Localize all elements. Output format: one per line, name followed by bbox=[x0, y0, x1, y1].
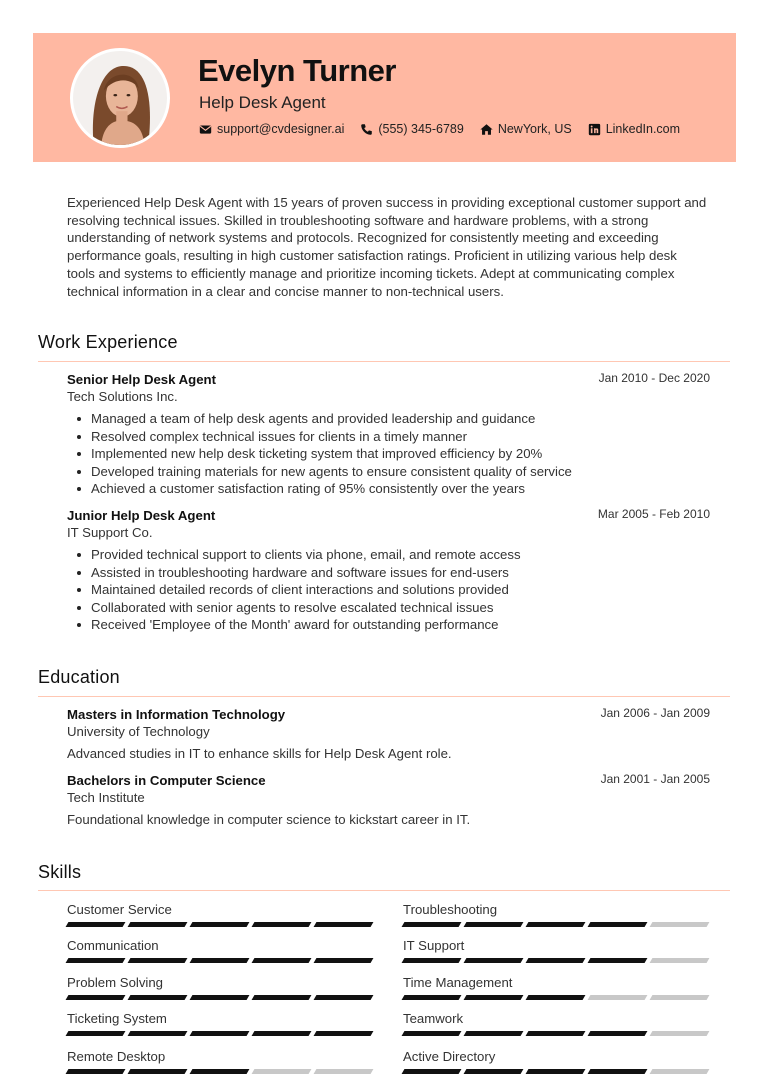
contact-linkedin-text: LinkedIn.com bbox=[605, 122, 681, 136]
skill-segment-empty bbox=[252, 1069, 312, 1074]
skill-segment-filled bbox=[128, 922, 188, 927]
profile-photo-illustration bbox=[73, 51, 167, 145]
skill-segment-filled bbox=[314, 1031, 374, 1036]
skill-item bbox=[67, 938, 373, 963]
skill-segment-filled bbox=[314, 922, 374, 927]
skill-item bbox=[67, 902, 373, 927]
contact-linkedin[interactable] bbox=[588, 122, 680, 136]
job-bullet: Received 'Employee of the Month' award for outstanding performance bbox=[67, 616, 710, 634]
skill-label: Customer Service bbox=[67, 902, 172, 917]
skill-segment-filled bbox=[588, 922, 648, 927]
profile-photo bbox=[70, 48, 170, 148]
skill-segment-filled bbox=[66, 922, 126, 927]
job-bullet: Developed training materials for new agents to ensure consistent quality of service bbox=[67, 463, 710, 481]
skill-segment-filled bbox=[128, 1069, 188, 1074]
phone-icon bbox=[360, 123, 373, 136]
job-bullet: Managed a team of help desk agents and provided leadership and guidance bbox=[67, 410, 710, 428]
work-entry bbox=[67, 372, 710, 498]
work-entry bbox=[67, 508, 710, 634]
job-company: IT Support Co. bbox=[67, 525, 153, 540]
skill-label: Ticketing System bbox=[67, 1011, 167, 1026]
skill-segment-filled bbox=[464, 995, 524, 1000]
job-title: Junior Help Desk Agent bbox=[67, 508, 216, 523]
contact-phone[interactable] bbox=[360, 122, 463, 136]
section-divider-skills bbox=[38, 890, 730, 891]
skill-segment-filled bbox=[464, 958, 524, 963]
degree-title: Bachelors in Computer Science bbox=[67, 773, 266, 788]
skill-segment-filled bbox=[128, 958, 188, 963]
skill-segment-filled bbox=[464, 1031, 524, 1036]
job-bullet: Implemented new help desk ticketing system that improved efficiency by 20% bbox=[67, 445, 710, 463]
skill-segment-filled bbox=[402, 922, 462, 927]
school-name: Tech Institute bbox=[67, 790, 145, 805]
skill-segment-filled bbox=[314, 995, 374, 1000]
skill-segment-filled bbox=[252, 995, 312, 1000]
job-bullet: Provided technical support to clients via phone, email, and remote access bbox=[67, 546, 710, 564]
skill-label: Active Directory bbox=[403, 1049, 496, 1064]
skill-rating-bar bbox=[67, 922, 373, 927]
skill-rating-bar bbox=[67, 995, 373, 1000]
skill-item bbox=[67, 1049, 373, 1074]
education-description: Foundational knowledge in computer science to kickstart career in IT. bbox=[67, 812, 471, 827]
school-name: University of Technology bbox=[67, 724, 210, 739]
education-description: Advanced studies in IT to enhance skills for Help Desk Agent role. bbox=[67, 746, 452, 761]
skill-segment-filled bbox=[402, 1031, 462, 1036]
job-dates: Mar 2005 - Feb 2010 bbox=[597, 507, 710, 521]
skill-item bbox=[403, 1049, 709, 1074]
skill-segment-empty bbox=[650, 922, 710, 927]
skill-segment-filled bbox=[252, 922, 312, 927]
skill-segment-filled bbox=[190, 922, 250, 927]
skill-segment-filled bbox=[402, 958, 462, 963]
job-title: Senior Help Desk Agent bbox=[67, 372, 217, 387]
skill-label: Troubleshooting bbox=[403, 902, 498, 917]
job-bullets bbox=[67, 546, 710, 634]
candidate-name: Evelyn Turner bbox=[198, 53, 396, 88]
skill-segment-filled bbox=[252, 1031, 312, 1036]
skill-rating-bar bbox=[403, 922, 709, 927]
skill-segment-filled bbox=[526, 958, 586, 963]
section-divider-work bbox=[38, 361, 730, 362]
skill-segment-filled bbox=[128, 1031, 188, 1036]
skill-rating-bar bbox=[67, 1069, 373, 1074]
skill-segment-filled bbox=[526, 922, 586, 927]
job-bullet: Maintained detailed records of client interactions and solutions provided bbox=[67, 581, 710, 599]
skill-label: Teamwork bbox=[403, 1011, 464, 1026]
skill-segment-filled bbox=[314, 958, 374, 963]
education-dates: Jan 2001 - Jan 2005 bbox=[600, 772, 710, 786]
skill-label: Problem Solving bbox=[67, 975, 164, 990]
skill-segment-empty bbox=[650, 958, 710, 963]
envelope-icon bbox=[199, 123, 212, 136]
skill-segment-filled bbox=[66, 995, 126, 1000]
skill-segment-empty bbox=[588, 995, 648, 1000]
skill-segment-filled bbox=[402, 1069, 462, 1074]
skill-segment-filled bbox=[252, 958, 312, 963]
job-bullet: Resolved complex technical issues for clients in a timely manner bbox=[67, 428, 710, 446]
education-dates: Jan 2006 - Jan 2009 bbox=[600, 706, 710, 720]
education-entry bbox=[67, 707, 710, 761]
section-title-skills: Skills bbox=[38, 862, 82, 882]
education-entry bbox=[67, 773, 710, 827]
skill-segment-filled bbox=[464, 922, 524, 927]
skill-item bbox=[403, 902, 709, 927]
resume-header bbox=[33, 33, 736, 162]
skill-rating-bar bbox=[403, 995, 709, 1000]
skill-segment-empty bbox=[650, 995, 710, 1000]
contact-location-text: NewYork, US bbox=[497, 122, 572, 136]
skill-item bbox=[67, 1011, 373, 1036]
job-bullet: Achieved a customer satisfaction rating of 95% consistently over the years bbox=[67, 480, 710, 498]
skill-rating-bar bbox=[67, 1031, 373, 1036]
skill-segment-filled bbox=[128, 995, 188, 1000]
job-bullets bbox=[67, 410, 710, 498]
linkedin-icon bbox=[588, 123, 601, 136]
skill-segment-filled bbox=[464, 1069, 524, 1074]
skill-segment-filled bbox=[66, 958, 126, 963]
contact-email[interactable] bbox=[199, 122, 344, 136]
skill-item bbox=[403, 1011, 709, 1036]
job-company: Tech Solutions Inc. bbox=[67, 389, 178, 404]
skill-item bbox=[403, 975, 709, 1000]
degree-title: Masters in Information Technology bbox=[67, 707, 286, 722]
skill-segment-filled bbox=[190, 995, 250, 1000]
section-title-work: Work Experience bbox=[38, 332, 178, 352]
skill-segment-empty bbox=[314, 1069, 374, 1074]
skill-label: Remote Desktop bbox=[67, 1049, 166, 1064]
contact-list bbox=[199, 122, 680, 136]
skill-rating-bar bbox=[403, 958, 709, 963]
skill-item bbox=[67, 975, 373, 1000]
skill-label: Communication bbox=[67, 938, 159, 953]
skill-segment-filled bbox=[588, 1069, 648, 1074]
contact-phone-text: (555) 345-6789 bbox=[378, 122, 464, 136]
section-title-education: Education bbox=[38, 667, 120, 687]
job-bullet: Collaborated with senior agents to resolve escalated technical issues bbox=[67, 599, 710, 617]
skill-segment-empty bbox=[650, 1031, 710, 1036]
profile-summary: Experienced Help Desk Agent with 15 years of proven success in providing exceptional customer support and resolving technical issues. Skilled in troubleshooting software and hardware problems, with a strong understanding of network systems and protocols. Recognized for consistently meeting and exceeding performance goals, resulting in high customer satisfaction ratings. Proficient in utilizing various help desk tools and systems to efficiently manage and prioritize incoming tickets. Adept at communicating complex technical information in a clear and concise manner to non-technical users. bbox=[67, 195, 707, 299]
skill-rating-bar bbox=[403, 1031, 709, 1036]
section-divider-education bbox=[38, 696, 730, 697]
skill-item bbox=[403, 938, 709, 963]
contact-location[interactable] bbox=[480, 122, 572, 136]
skill-segment-filled bbox=[402, 995, 462, 1000]
skill-segment-filled bbox=[190, 1031, 250, 1036]
job-bullet: Assisted in troubleshooting hardware and software issues for end-users bbox=[67, 564, 710, 582]
skill-segment-filled bbox=[526, 995, 586, 1000]
home-icon bbox=[480, 123, 493, 136]
skill-rating-bar bbox=[67, 958, 373, 963]
skill-segment-filled bbox=[588, 958, 648, 963]
job-dates: Jan 2010 - Dec 2020 bbox=[598, 371, 710, 385]
skill-segment-empty bbox=[650, 1069, 710, 1074]
contact-email-text: support@cvdesigner.ai bbox=[217, 122, 345, 136]
skill-segment-filled bbox=[588, 1031, 648, 1036]
candidate-role: Help Desk Agent bbox=[199, 93, 326, 112]
skill-segment-filled bbox=[190, 958, 250, 963]
skill-segment-filled bbox=[66, 1031, 126, 1036]
skill-rating-bar bbox=[403, 1069, 709, 1074]
skill-segment-filled bbox=[526, 1031, 586, 1036]
skill-segment-filled bbox=[66, 1069, 126, 1074]
skill-label: Time Management bbox=[403, 975, 513, 990]
skill-label: IT Support bbox=[403, 938, 465, 953]
skill-segment-filled bbox=[190, 1069, 250, 1074]
skill-segment-filled bbox=[526, 1069, 586, 1074]
